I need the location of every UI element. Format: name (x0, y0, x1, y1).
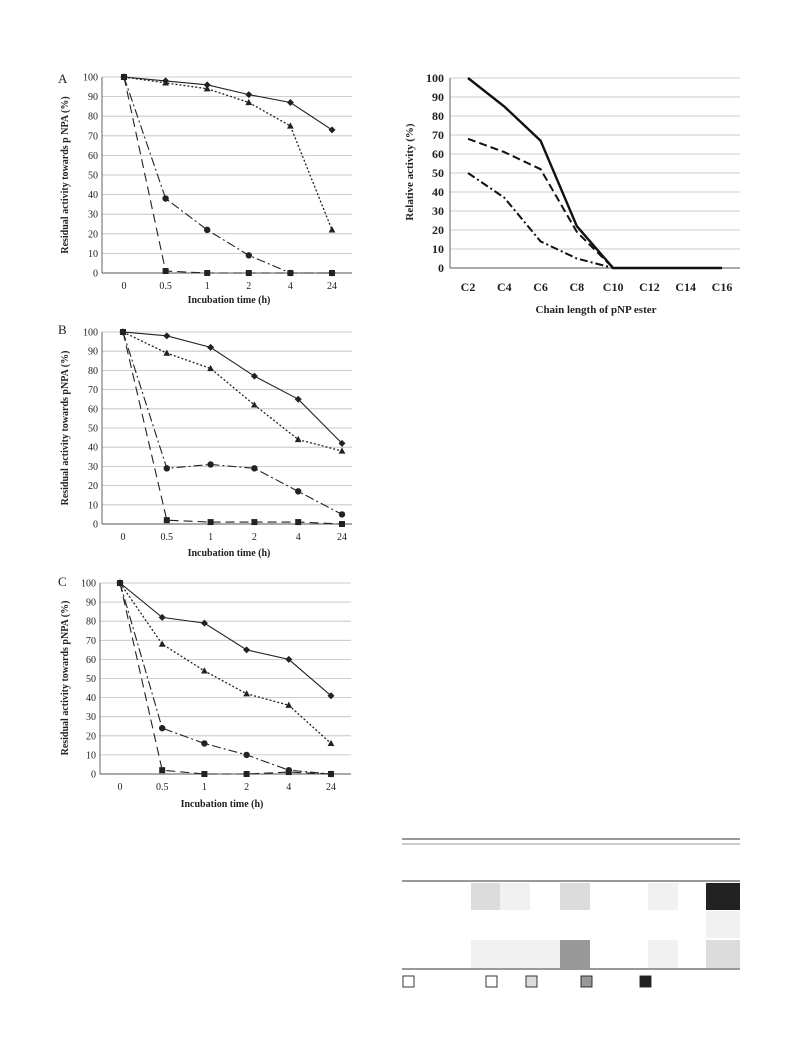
series-line-dashdot (468, 173, 722, 268)
y-tick-label: 50 (86, 674, 96, 685)
heatmap-cell (560, 883, 590, 910)
y-tick-label: 90 (88, 346, 98, 358)
triangle-marker (287, 122, 294, 128)
series-line-circle (123, 332, 342, 514)
x-tick-label: 0 (117, 782, 123, 793)
square-marker (286, 769, 292, 775)
x-tick-label: 4 (286, 782, 292, 793)
triangle-marker (163, 350, 170, 356)
y-tick-label: 20 (86, 731, 96, 743)
panel-a-chart (58, 71, 352, 306)
square-marker (204, 270, 210, 276)
panel-c-ylabel: Residual activity towards pNPA (%) (60, 600, 71, 756)
circle-marker (164, 465, 170, 471)
heatmap-cell (471, 940, 500, 968)
legend-swatch (486, 976, 497, 987)
x-tick-label: 0.5 (159, 281, 172, 292)
triangle-marker (339, 447, 346, 453)
y-tick-label: 70 (86, 635, 96, 647)
x-tick-label: 0.5 (155, 782, 169, 793)
x-tick-label: 24 (337, 532, 347, 543)
series-line-triangle (124, 77, 332, 230)
square-marker (251, 519, 257, 525)
y-tick-label: 0 (93, 268, 98, 280)
y-tick-label: 30 (88, 209, 98, 221)
x-tick-label: 0 (120, 532, 126, 543)
y-tick-label: 20 (88, 229, 98, 241)
circle-marker (204, 227, 210, 233)
square-marker (164, 517, 170, 523)
square-marker (121, 74, 127, 80)
circle-marker (162, 195, 168, 201)
y-tick-label: 10 (88, 500, 98, 512)
heatmap-cell (471, 883, 500, 910)
y-tick-label: 50 (88, 423, 98, 435)
y-tick-label: 40 (86, 693, 96, 705)
diamond-marker (243, 646, 250, 653)
heatmap-cell (648, 940, 678, 968)
y-tick-label: 100 (81, 578, 96, 590)
diamond-marker (245, 91, 252, 98)
chain-length-chart (404, 71, 740, 316)
y-tick-label: 100 (426, 71, 444, 85)
x-tick-label: 1 (204, 281, 210, 292)
y-tick-label: 60 (88, 404, 98, 416)
square-marker (208, 519, 214, 525)
square-marker (295, 519, 301, 525)
series-line-triangle (120, 583, 331, 743)
circle-marker (159, 725, 165, 731)
square-marker (159, 767, 165, 773)
y-tick-label: 30 (88, 461, 98, 473)
triangle-marker (159, 641, 166, 647)
y-tick-label: 90 (86, 597, 96, 609)
right-xlabel: Chain length of pNP ester (535, 304, 657, 316)
panel-a-xlabel: Incubation time (h) (187, 295, 271, 306)
x-tick-label: 2 (251, 532, 257, 543)
circle-marker (246, 252, 252, 258)
diamond-marker (287, 99, 294, 106)
y-tick-label: 90 (432, 90, 444, 104)
y-tick-label: 70 (88, 385, 98, 397)
square-marker (287, 270, 293, 276)
x-tick-label: 0 (121, 281, 127, 292)
y-tick-label: 0 (438, 261, 444, 275)
circle-marker (295, 488, 301, 494)
legend-swatch (403, 976, 414, 987)
x-tick-label: C12 (639, 280, 660, 294)
y-tick-label: 20 (88, 481, 98, 493)
x-tick-label: 4 (287, 281, 293, 292)
x-tick-label: C4 (496, 280, 512, 294)
heatmap-cell (706, 940, 740, 968)
diamond-marker (251, 373, 258, 380)
heatmap-cell (648, 883, 678, 910)
x-tick-label: 24 (326, 782, 336, 793)
panel-b-chart (58, 322, 352, 559)
square-marker (163, 268, 169, 274)
heatmap-cell (500, 940, 530, 968)
triangle-marker (329, 226, 336, 232)
heatmap-cell (530, 940, 560, 968)
heatmap-cell (500, 883, 530, 910)
series-line-diamond (124, 77, 332, 130)
x-tick-label: 1 (201, 782, 207, 793)
x-tick-label: 2 (246, 281, 252, 292)
x-tick-label: C10 (602, 280, 624, 294)
square-marker (328, 771, 334, 777)
y-tick-label: 70 (432, 128, 444, 142)
square-marker (120, 329, 126, 335)
legend-swatch (640, 976, 651, 987)
x-tick-label: 1 (208, 532, 214, 543)
diamond-marker (201, 620, 208, 627)
x-tick-label: 2 (244, 782, 250, 793)
square-marker (117, 580, 123, 586)
legend-swatch (526, 976, 537, 987)
y-tick-label: 50 (432, 166, 444, 180)
x-tick-label: C2 (460, 280, 476, 294)
right-ylabel: Relative activity (%) (404, 123, 416, 221)
y-tick-label: 70 (88, 131, 98, 143)
y-tick-label: 60 (86, 654, 96, 666)
square-marker (339, 521, 345, 527)
y-tick-label: 50 (88, 170, 98, 182)
circle-marker (339, 511, 345, 517)
heatmap-cell (560, 940, 590, 968)
y-tick-label: 10 (86, 750, 96, 762)
y-tick-label: 10 (88, 248, 98, 260)
triangle-marker (201, 667, 208, 673)
y-tick-label: 100 (83, 72, 98, 84)
circle-marker (243, 752, 249, 758)
panel-c-xlabel: Incubation time (h) (180, 799, 264, 810)
x-tick-label: 0.5 (160, 532, 174, 543)
x-tick-label: C6 (533, 280, 548, 294)
y-tick-label: 40 (88, 442, 98, 454)
y-tick-label: 0 (93, 519, 98, 531)
triangle-marker (243, 690, 250, 696)
x-tick-label: C16 (711, 280, 733, 294)
diamond-marker (329, 126, 336, 133)
panel-c-label: C (58, 574, 67, 589)
heatmap-cell (706, 883, 740, 910)
circle-marker (207, 461, 213, 467)
legend-swatch (581, 976, 592, 987)
y-tick-label: 10 (432, 242, 444, 256)
y-tick-label: 100 (83, 327, 98, 339)
square-marker (246, 270, 252, 276)
diamond-marker (163, 332, 170, 339)
y-tick-label: 40 (432, 185, 444, 199)
panel-b-xlabel: Incubation time (h) (187, 548, 271, 559)
y-tick-label: 30 (86, 712, 96, 724)
panel-b-ylabel: Residual activity towards pNPA (%) (60, 350, 71, 506)
series-line-diamond (123, 332, 342, 443)
y-tick-label: 40 (88, 190, 98, 202)
y-tick-label: 90 (88, 92, 98, 104)
circle-marker (201, 740, 207, 746)
y-tick-label: 60 (432, 147, 444, 161)
y-tick-label: 30 (432, 204, 444, 218)
panel-c-chart (58, 574, 351, 810)
x-tick-label: 4 (295, 532, 301, 543)
heatmap-table (402, 839, 740, 987)
y-tick-label: 20 (432, 223, 444, 237)
panel-a-label: A (58, 71, 68, 86)
y-tick-label: 60 (88, 150, 98, 162)
y-tick-label: 80 (88, 365, 98, 377)
circle-marker (251, 465, 257, 471)
square-marker (201, 771, 207, 777)
y-tick-label: 80 (432, 109, 444, 123)
heatmap-cell (706, 911, 740, 938)
square-marker (329, 270, 335, 276)
x-tick-label: 24 (327, 281, 337, 292)
x-tick-label: C14 (675, 280, 697, 294)
panel-a-ylabel: Residual activity towards p NPA (%) (60, 96, 71, 254)
y-tick-label: 80 (88, 111, 98, 123)
square-marker (244, 771, 250, 777)
y-tick-label: 80 (86, 616, 96, 628)
y-tick-label: 0 (91, 769, 96, 781)
x-tick-label: C8 (569, 280, 585, 294)
diamond-marker (207, 344, 214, 351)
panel-b-label: B (58, 322, 67, 337)
